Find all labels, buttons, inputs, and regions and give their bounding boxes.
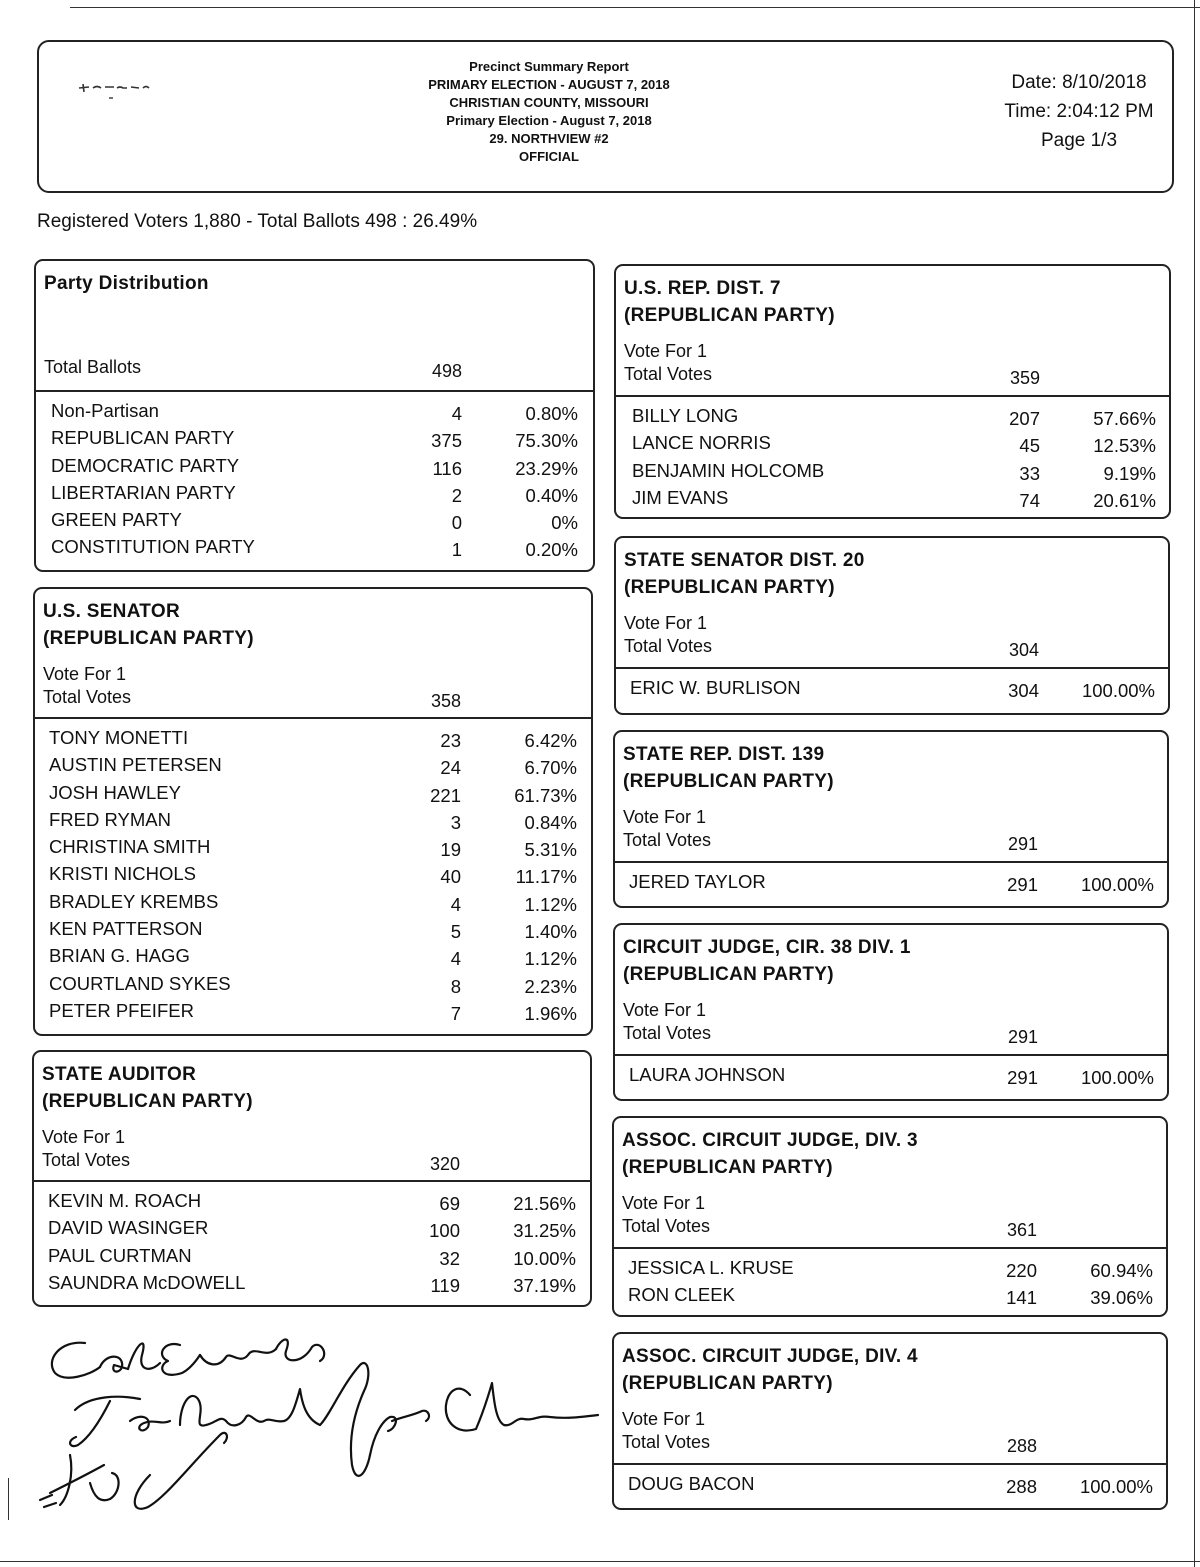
race-assoc-circuit-judge-div-3 (612, 1116, 1168, 1317)
candidate-name: FRED RYMAN (49, 808, 171, 830)
party-pct: 0% (551, 512, 578, 534)
candidate-name: BILLY LONG (632, 405, 739, 426)
report-date: Date: 8/10/2018 (1011, 72, 1147, 93)
total-votes-value: 291 (1007, 834, 1038, 854)
race-title: U.S. SENATOR (43, 601, 180, 622)
total-votes-value: 359 (1009, 368, 1040, 388)
vote-for-label: Vote For 1 (623, 807, 707, 827)
race-circuit-judge-cir-38 (613, 923, 1169, 1101)
vote-for-label: Vote For 1 (624, 613, 708, 633)
candidate-pct: 1.96% (524, 1002, 577, 1024)
total-ballots-value: 498 (431, 361, 462, 381)
candidate-votes: 304 (1008, 680, 1039, 701)
candidate-pct: 1.40% (524, 921, 577, 943)
race-header (616, 266, 1169, 397)
candidate-votes: 220 (1006, 1260, 1037, 1281)
race-title: STATE REP. DIST. 139 (623, 744, 825, 765)
total-votes-row (615, 830, 1167, 858)
party-name: LIBERTARIAN PARTY (51, 481, 236, 503)
candidate-list (614, 1249, 1166, 1313)
candidate-name: DAVID WASINGER (48, 1217, 209, 1239)
vote-for-label: Vote For 1 (623, 1000, 707, 1020)
party-pct: 0.40% (525, 484, 578, 506)
race-title: CIRCUIT JUDGE, CIR. 38 DIV. 1 (623, 937, 911, 958)
race-header (35, 589, 591, 719)
race-title: STATE AUDITOR (42, 1064, 197, 1085)
total-votes-value: 291 (1007, 1027, 1038, 1047)
page-bottom-border (0, 1561, 1200, 1562)
race-us-rep-dist-7 (614, 264, 1171, 519)
page-number: Page 1/3 (1040, 130, 1118, 151)
total-votes-label: Total Votes (42, 1150, 131, 1170)
page-right-border (1194, 0, 1195, 1567)
candidate-name: KRISTI NICHOLS (49, 863, 196, 885)
party-pct: 75.30% (515, 430, 578, 452)
page-left-mark (8, 1478, 9, 1520)
candidate-row (35, 779, 591, 806)
party-row (36, 506, 593, 533)
total-votes-row (616, 364, 1169, 392)
registered-voters-summary: Registered Voters 1,880 - Total Ballots 498 : 26.49% (37, 211, 478, 232)
candidate-row (35, 942, 591, 969)
vote-for-label: Vote For 1 (43, 664, 127, 684)
candidate-name: DOUG BACON (628, 1473, 755, 1494)
candidate-pct: 100.00% (1079, 1476, 1153, 1497)
candidate-row (34, 1214, 590, 1241)
total-votes-row (614, 1432, 1166, 1460)
candidate-pct: 21.56% (513, 1193, 576, 1214)
party-row (36, 533, 593, 560)
candidate-row (616, 429, 1169, 456)
race-party: (REPUBLICAN PARTY) (624, 305, 835, 326)
candidate-row (35, 724, 591, 751)
total-votes-value: 320 (429, 1154, 460, 1174)
race-header (614, 1118, 1166, 1249)
total-ballots-row (36, 357, 593, 385)
party-row (36, 397, 593, 424)
race-state-rep-dist-139 (613, 730, 1169, 908)
candidate-name: PETER PFEIFER (49, 999, 194, 1021)
candidate-pct: 12.53% (1093, 435, 1156, 457)
vote-for-label: Vote For 1 (622, 1409, 706, 1429)
race-title: ASSOC. CIRCUIT JUDGE, DIV. 3 (622, 1130, 918, 1151)
election-name: PRIMARY ELECTION - AUGUST 7, 2018 (428, 77, 670, 92)
candidate-votes: 100 (429, 1220, 460, 1242)
party-distribution-title: Party Distribution (44, 273, 209, 294)
total-votes-row (614, 1216, 1166, 1244)
candidate-pct: 39.06% (1090, 1287, 1153, 1309)
party-name: Non-Partisan (51, 400, 159, 421)
race-party: (REPUBLICAN PARTY) (622, 1157, 833, 1178)
candidate-row (614, 1254, 1166, 1281)
party-pct: 0.20% (525, 539, 578, 561)
candidate-pct: 11.17% (515, 866, 577, 888)
candidate-votes: 40 (440, 866, 461, 888)
candidate-row (615, 868, 1167, 895)
total-votes-label: Total Votes (624, 636, 713, 656)
candidate-name: PAUL CURTMAN (48, 1244, 192, 1266)
race-header (615, 925, 1167, 1056)
candidate-votes: 24 (440, 757, 461, 779)
total-votes-label: Total Votes (43, 687, 132, 707)
total-votes-label: Total Votes (622, 1432, 711, 1452)
party-name: REPUBLICAN PARTY (51, 427, 235, 449)
candidate-list (616, 397, 1169, 515)
candidate-list (616, 669, 1168, 705)
candidate-pct: 9.19% (1103, 462, 1156, 484)
candidate-votes: 207 (1009, 408, 1040, 429)
candidate-row (35, 997, 591, 1024)
vote-for-label: Vote For 1 (622, 1193, 706, 1213)
candidate-pct: 61.73% (514, 784, 577, 806)
candidate-name: BRIAN G. HAGG (49, 945, 190, 967)
candidate-list (615, 863, 1167, 899)
candidate-pct: 1.12% (524, 948, 577, 970)
candidate-pct: 100.00% (1080, 1067, 1154, 1088)
total-votes-label: Total Votes (624, 364, 713, 384)
party-pct: 23.29% (515, 457, 578, 479)
total-votes-value: 288 (1006, 1436, 1037, 1456)
party-list (36, 392, 593, 565)
candidate-row (35, 833, 591, 860)
candidate-name: KEN PATTERSON (49, 918, 203, 940)
party-row (36, 479, 593, 506)
candidate-pct: 60.94% (1090, 1260, 1153, 1281)
candidate-row (616, 457, 1169, 484)
candidate-name: CHRISTINA SMITH (49, 836, 211, 858)
race-party: (REPUBLICAN PARTY) (42, 1091, 253, 1112)
race-us-senator (33, 587, 593, 1036)
candidate-pct: 5.31% (524, 839, 577, 861)
candidate-name: ERIC W. BURLISON (630, 677, 801, 698)
candidate-list (615, 1056, 1167, 1092)
party-votes: 4 (451, 403, 462, 424)
total-ballots-label: Total Ballots (44, 357, 142, 377)
candidate-pct: 37.19% (513, 1274, 576, 1296)
candidate-name: LAURA JOHNSON (629, 1064, 786, 1085)
page-top-border (70, 7, 1200, 8)
race-party: (REPUBLICAN PARTY) (624, 577, 835, 598)
candidate-name: KEVIN M. ROACH (48, 1190, 202, 1211)
party-votes: 2 (451, 484, 462, 506)
candidate-row (614, 1281, 1166, 1308)
election-subtitle: Primary Election - August 7, 2018 (446, 113, 652, 128)
county-name: CHRISTIAN COUNTY, MISSOURI (449, 95, 649, 110)
candidate-row (35, 860, 591, 887)
candidate-votes: 45 (1019, 435, 1040, 457)
candidate-name: COURTLAND SYKES (49, 972, 231, 994)
report-time: Time: 2:04:12 PM (1004, 101, 1154, 122)
candidate-votes: 33 (1019, 462, 1040, 484)
vote-for-label: Vote For 1 (42, 1127, 126, 1147)
total-votes-value: 361 (1006, 1220, 1037, 1240)
party-name: DEMOCRATIC PARTY (51, 454, 240, 476)
candidate-votes: 69 (439, 1193, 460, 1214)
candidate-votes: 3 (450, 811, 461, 833)
candidate-votes: 7 (450, 1002, 461, 1024)
candidate-name: JIM EVANS (632, 486, 729, 508)
candidate-name: RON CLEEK (628, 1284, 735, 1306)
candidate-votes: 221 (430, 784, 461, 806)
party-votes: 116 (432, 457, 462, 479)
total-votes-row (616, 636, 1168, 664)
party-distribution-box (34, 259, 595, 572)
candidate-name: BRADLEY KREMBS (49, 890, 219, 912)
total-votes-value: 358 (430, 691, 461, 711)
candidate-row (615, 1061, 1167, 1088)
candidate-name: SAUNDRA McDOWELL (48, 1271, 246, 1293)
candidate-votes: 74 (1019, 489, 1040, 511)
race-party: (REPUBLICAN PARTY) (43, 628, 254, 649)
candidate-pct: 6.42% (524, 730, 577, 751)
race-title: STATE SENATOR DIST. 20 (624, 550, 865, 571)
race-header (34, 1052, 590, 1182)
candidate-row (34, 1187, 590, 1214)
candidate-votes: 8 (450, 975, 461, 997)
official-status: OFFICIAL (519, 149, 579, 164)
candidate-pct: 0.84% (524, 811, 577, 833)
total-votes-row (34, 1150, 590, 1178)
candidate-list (35, 719, 591, 1028)
party-distribution-header (36, 261, 593, 392)
total-votes-label: Total Votes (623, 830, 712, 850)
candidate-pct: 57.66% (1093, 408, 1156, 429)
candidate-pct: 1.12% (524, 893, 577, 915)
candidate-pct: 100.00% (1080, 874, 1154, 895)
candidate-pct: 10.00% (513, 1247, 576, 1269)
candidate-votes: 291 (1007, 1067, 1038, 1088)
candidate-votes: 4 (450, 948, 461, 970)
total-votes-label: Total Votes (623, 1023, 712, 1043)
candidate-name: BENJAMIN HOLCOMB (632, 459, 825, 481)
candidate-pct: 100.00% (1081, 680, 1155, 701)
race-header (615, 732, 1167, 863)
candidate-row (614, 1470, 1166, 1497)
race-assoc-circuit-judge-div-4 (612, 1332, 1168, 1510)
candidate-votes: 119 (430, 1274, 460, 1296)
candidate-votes: 19 (440, 839, 461, 861)
candidate-pct: 31.25% (513, 1220, 576, 1242)
candidate-name: JERED TAYLOR (629, 871, 766, 892)
party-name: GREEN PARTY (51, 509, 182, 531)
total-votes-row (615, 1023, 1167, 1051)
candidate-row (616, 674, 1168, 701)
report-header (37, 40, 1174, 193)
candidate-row (616, 484, 1169, 511)
race-header (614, 1334, 1166, 1465)
candidate-votes: 5 (450, 921, 461, 943)
party-votes: 1 (451, 539, 462, 561)
total-votes-label: Total Votes (622, 1216, 711, 1236)
party-row (36, 424, 593, 451)
party-votes: 0 (451, 512, 462, 534)
candidate-name: AUSTIN PETERSEN (49, 754, 222, 776)
candidate-list (614, 1465, 1166, 1501)
race-party: (REPUBLICAN PARTY) (622, 1373, 833, 1394)
candidate-votes: 23 (440, 730, 461, 751)
race-state-senator-dist-20 (614, 536, 1170, 715)
candidate-pct: 20.61% (1093, 489, 1156, 511)
party-name: CONSTITUTION PARTY (51, 536, 255, 558)
candidate-name: TONY MONETTI (49, 727, 189, 748)
party-pct: 0.80% (525, 403, 578, 424)
candidate-name: JOSH HAWLEY (49, 781, 181, 803)
candidate-row (35, 806, 591, 833)
candidate-row (35, 751, 591, 778)
report-meta (989, 68, 1169, 155)
party-votes: 375 (431, 430, 462, 452)
candidate-row (34, 1242, 590, 1269)
race-party: (REPUBLICAN PARTY) (623, 771, 834, 792)
race-title: ASSOC. CIRCUIT JUDGE, DIV. 4 (622, 1346, 918, 1367)
candidate-row (34, 1269, 590, 1296)
total-votes-row (35, 687, 591, 715)
race-title: U.S. REP. DIST. 7 (624, 278, 781, 299)
race-header (616, 538, 1168, 669)
total-votes-value: 304 (1008, 640, 1039, 660)
candidate-row (35, 970, 591, 997)
candidate-name: LANCE NORRIS (632, 432, 771, 454)
vote-for-label: Vote For 1 (624, 341, 708, 361)
candidate-pct: 2.23% (524, 975, 577, 997)
candidate-votes: 291 (1007, 874, 1038, 895)
candidate-name: JESSICA L. KRUSE (628, 1257, 794, 1278)
precinct-name: 29. NORTHVIEW #2 (489, 131, 609, 146)
candidate-row (616, 402, 1169, 429)
county-logo-icon (75, 78, 165, 106)
candidate-votes: 4 (450, 893, 461, 915)
race-state-auditor (32, 1050, 592, 1307)
report-title: Precinct Summary Report (469, 59, 629, 74)
candidate-list (34, 1182, 590, 1300)
candidate-votes: 288 (1006, 1476, 1037, 1497)
race-party: (REPUBLICAN PARTY) (623, 964, 834, 985)
report-title-block (359, 58, 739, 166)
candidate-row (35, 888, 591, 915)
candidate-row (35, 915, 591, 942)
candidate-pct: 6.70% (524, 757, 577, 779)
candidate-votes: 141 (1006, 1287, 1037, 1309)
handwritten-signatures-icon (30, 1325, 600, 1525)
candidate-votes: 32 (439, 1247, 460, 1269)
party-row (36, 452, 593, 479)
